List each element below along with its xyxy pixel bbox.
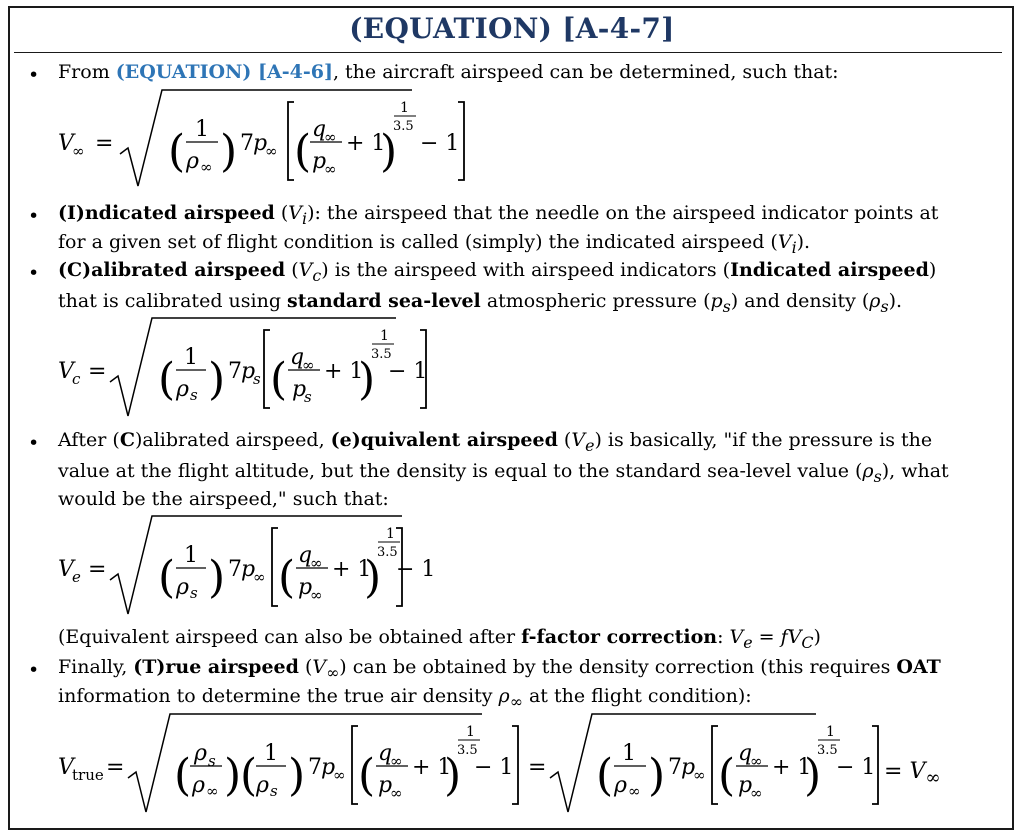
svg-text:): )	[364, 552, 382, 603]
equation-reference-link[interactable]: (EQUATION) [A-4-6]	[115, 61, 333, 83]
bullet-3-line-2: that is calibrated using standard sea-level atmospheric pressure $(p_s)$ and density $(\rho_s)$.	[58, 290, 903, 316]
svg-text:− 1: − 1	[388, 359, 428, 384]
svg-text:7: 7	[228, 557, 242, 582]
bullet-4: •	[28, 432, 40, 454]
svg-text:1: 1	[386, 526, 395, 542]
svg-text:3.5: 3.5	[457, 743, 478, 758]
svg-text:p: p	[738, 773, 753, 798]
svg-text:V: V	[58, 557, 74, 582]
svg-text:s: s	[270, 782, 278, 800]
svg-text:p: p	[378, 773, 393, 798]
svg-text:): )	[288, 750, 306, 801]
svg-text:): )	[224, 750, 242, 801]
svg-text:): )	[220, 126, 238, 177]
svg-text:+ 1: + 1	[346, 131, 386, 156]
svg-text:3.5: 3.5	[371, 347, 392, 362]
equation-v-infinity	[50, 84, 460, 194]
svg-text:p: p	[312, 149, 327, 174]
svg-text:∞: ∞	[265, 142, 278, 160]
svg-text:− 1: − 1	[420, 131, 460, 156]
svg-text:ρ: ρ	[176, 377, 189, 402]
svg-text:=: =	[528, 755, 547, 780]
svg-text:∞: ∞	[253, 568, 266, 586]
bullet-3-line-1: (C)alibrated airspeed $(V_c)$ is the airspeed with airspeed indicators (Indicated airspeed)	[58, 259, 937, 285]
svg-text:(: (	[158, 552, 176, 603]
bullet-2: •	[28, 205, 40, 227]
svg-text:): )	[444, 750, 462, 801]
svg-text:p: p	[681, 755, 696, 780]
svg-text:∞: ∞	[72, 142, 85, 160]
bullet-2-line-1: (I)ndicated airspeed $(V_i)$: the airspeed that the needle on the airspeed indicator points at	[58, 202, 939, 228]
svg-text:q: q	[290, 345, 305, 370]
svg-text:p: p	[321, 755, 336, 780]
equation-v-equivalent	[50, 510, 436, 620]
svg-text:p: p	[241, 557, 256, 582]
svg-text:∞: ∞	[302, 356, 315, 374]
svg-text:e: e	[72, 568, 81, 586]
svg-text:=: =	[106, 755, 125, 780]
bullet-2-line-2: for a given set of flight condition is called (simply) the indicated airspeed $(V_i)$.	[58, 231, 811, 257]
svg-text:V: V	[58, 131, 74, 156]
svg-text:∞: ∞	[750, 784, 763, 802]
svg-text:1: 1	[195, 117, 209, 142]
svg-text:1: 1	[184, 543, 198, 568]
svg-text:∞: ∞	[324, 160, 337, 178]
svg-text:p: p	[292, 377, 307, 402]
svg-text:+ 1: + 1	[332, 557, 372, 582]
svg-text:7: 7	[240, 131, 254, 156]
svg-text:(: (	[270, 354, 288, 405]
svg-text:− 1: − 1	[474, 755, 514, 780]
svg-text:1: 1	[380, 328, 389, 344]
svg-text:q: q	[738, 741, 753, 766]
svg-text:q: q	[312, 117, 327, 142]
svg-text:7: 7	[668, 755, 682, 780]
svg-text:(: (	[174, 750, 192, 801]
svg-text:+ 1: + 1	[324, 359, 364, 384]
svg-text:∞: ∞	[200, 158, 213, 176]
svg-text:): )	[648, 750, 666, 801]
title-divider	[14, 52, 1002, 53]
svg-text:ρ: ρ	[176, 575, 189, 600]
svg-text:∞: ∞	[390, 784, 403, 802]
svg-text:ρ: ρ	[192, 773, 205, 798]
svg-text:∞: ∞	[206, 782, 219, 800]
bullet-1-text: From (EQUATION) [A-4-6], the aircraft airspeed can be determined, such that:	[58, 61, 839, 83]
svg-text:∞: ∞	[310, 554, 323, 572]
svg-text:=: =	[88, 557, 107, 582]
svg-text:(: (	[168, 126, 186, 177]
svg-text:3.5: 3.5	[393, 119, 414, 134]
equation-v-true	[50, 708, 910, 818]
svg-text:true: true	[72, 766, 104, 784]
svg-text:=: =	[88, 359, 107, 384]
svg-text:p: p	[298, 575, 313, 600]
svg-text:ρ: ρ	[194, 741, 207, 766]
svg-text:1: 1	[264, 741, 278, 766]
svg-text:s: s	[253, 370, 261, 388]
bullet-3: •	[28, 262, 40, 284]
svg-text:V: V	[58, 359, 74, 384]
bullet-4-line-2: value at the flight altitude, but the density is equal to the standard sea-level value $(\rho_s)$, what	[58, 460, 949, 486]
svg-text:3.5: 3.5	[377, 545, 398, 560]
svg-text:(: (	[158, 354, 176, 405]
svg-text:1: 1	[466, 724, 475, 740]
svg-text:(: (	[278, 552, 296, 603]
svg-text:1: 1	[400, 100, 409, 116]
svg-text:∞: ∞	[333, 766, 346, 784]
svg-text:7: 7	[308, 755, 322, 780]
svg-text:q: q	[378, 741, 393, 766]
svg-text:− 1: − 1	[836, 755, 876, 780]
equation-v-equivalent-bracket	[394, 528, 406, 608]
svg-text:1: 1	[826, 724, 835, 740]
bullet-5-line-2: information to determine the true air density $\rho_\infty$ at the flight condition):	[58, 685, 752, 711]
svg-text:c: c	[72, 370, 81, 388]
svg-text:(: (	[596, 750, 614, 801]
svg-text:− 1: − 1	[396, 557, 436, 582]
svg-text:): )	[358, 354, 376, 405]
bullet-4-note: (Equivalent airspeed can also be obtained after f-factor correction: $V_e = fV_C$)	[58, 626, 821, 652]
bullet-1: •	[28, 64, 40, 86]
svg-text:∞: ∞	[750, 752, 763, 770]
svg-text:ρ: ρ	[186, 149, 199, 174]
svg-text:+ 1: + 1	[412, 755, 452, 780]
bullet-5: •	[28, 659, 40, 681]
equation-v-calibrated	[50, 312, 428, 422]
svg-text:s: s	[304, 388, 312, 406]
svg-text:): )	[380, 126, 398, 177]
svg-text:∞: ∞	[390, 752, 403, 770]
svg-text:s: s	[190, 584, 198, 602]
svg-text:p: p	[241, 359, 256, 384]
svg-text:V: V	[58, 755, 74, 780]
svg-text:∞: ∞	[693, 766, 706, 784]
svg-text:q: q	[298, 543, 313, 568]
bullet-4-line-3: would be the airspeed," such that:	[58, 488, 389, 510]
svg-text:s: s	[208, 752, 216, 770]
svg-text:): )	[208, 354, 226, 405]
svg-text:(: (	[240, 750, 258, 801]
equation-v-true-result: = $V_\infty$	[884, 759, 941, 789]
svg-text:(: (	[294, 126, 312, 177]
svg-text:ρ: ρ	[614, 773, 627, 798]
svg-text:): )	[208, 552, 226, 603]
svg-text:): )	[804, 750, 822, 801]
bullet-4-line-1: After (C)alibrated airspeed, (e)quivalent airspeed $(V_e)$ is basically, "if the pressure is the	[58, 429, 933, 455]
svg-text:+ 1: + 1	[772, 755, 812, 780]
svg-text:∞: ∞	[310, 586, 323, 604]
svg-text:7: 7	[228, 359, 242, 384]
svg-text:1: 1	[184, 345, 198, 370]
svg-text:1: 1	[622, 741, 636, 766]
svg-text:p: p	[253, 131, 268, 156]
svg-text:(: (	[358, 750, 376, 801]
svg-text:ρ: ρ	[256, 773, 269, 798]
svg-text:∞: ∞	[628, 782, 641, 800]
page-title: (EQUATION) [A-4-7]	[349, 12, 675, 45]
svg-text:=: =	[95, 131, 114, 156]
svg-text:3.5: 3.5	[817, 743, 838, 758]
svg-text:s: s	[190, 386, 198, 404]
svg-text:(: (	[718, 750, 736, 801]
svg-text:∞: ∞	[324, 128, 337, 146]
bullet-5-line-1: Finally, (T)rue airspeed $(V_\infty)$ can be obtained by the density correction (this requires OAT	[58, 656, 941, 682]
